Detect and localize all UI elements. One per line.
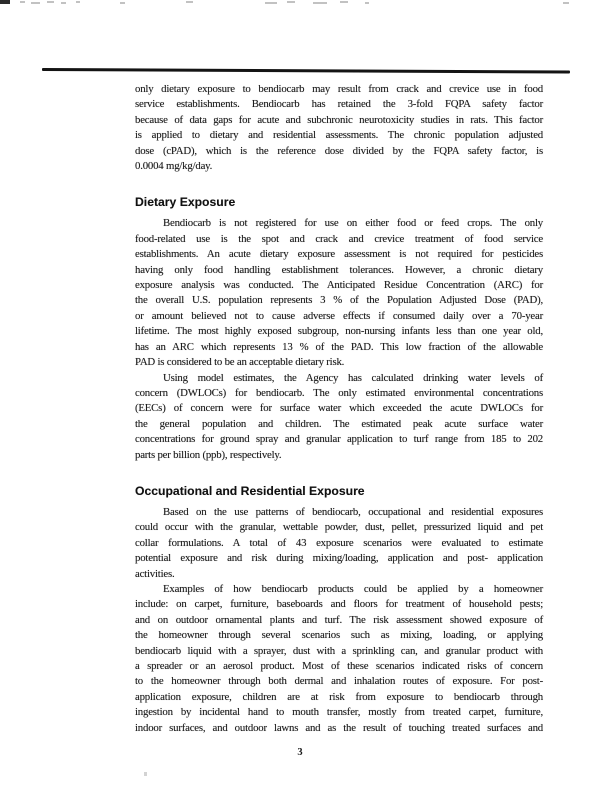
paragraph (135, 505, 543, 582)
scan-artifact (313, 2, 327, 4)
paragraph (135, 582, 543, 736)
scan-artifact (340, 1, 348, 3)
text-line: a spreader or an aerosol product. Most of these scenarios indicated risks of concern (135, 660, 543, 672)
text-line: to the homeowner through both dermal and inhalation routes of exposure. For post- (135, 675, 543, 688)
text-line: because of data gaps for acute and subchronic neurotoxicity studies in rats. This factor (135, 113, 543, 126)
text-line: could occur with the granular, wettable powder, dust, pellet, pressurized liquid and pet (135, 521, 543, 534)
section-heading: Occupational and Residential Exposure (135, 483, 365, 498)
text-line: establishments. An acute dietary exposure assessment is not required for pesticides (135, 248, 543, 261)
text-line: only dietary exposure to bendiocarb may result from crack and crevice use in food (135, 83, 543, 95)
text-line: PAD is considered to be an acceptable dietary risk. (135, 356, 345, 369)
text-line: ingestion by incidental hand to mouth transfer, mostly from treated carpet, furniture, (135, 706, 543, 719)
text-line: indoor surfaces, and outdoor lawns and as the result of touching treated surfaces and (135, 721, 543, 734)
text-line: having only food handling establishment tolerances. However, a chronic dietary (135, 263, 543, 276)
scan-artifact (0, 0, 10, 4)
text-line: application exposure, children are at risk from exposure to bendiocarb through (135, 690, 543, 703)
paragraph (135, 216, 543, 370)
paragraph (135, 371, 543, 463)
text-line: the homeowner through several scenarios such as mixing, loading, or applying (135, 629, 543, 642)
text-line: Using model estimates, the Agency has calculated drinking water levels of (163, 371, 543, 384)
scan-artifact (186, 1, 193, 3)
text-line: 0.0004 mg/kg/day. (135, 160, 213, 173)
scan-artifact (287, 1, 295, 3)
text-line: Based on the use patterns of bendiocarb, occupational and residential exposures (163, 505, 543, 518)
scan-artifact (144, 772, 147, 776)
scan-artifact (20, 1, 25, 3)
text-line: the overall U.S. population represents 3 % of the Population Adjusted Dose (PAD), (135, 294, 543, 307)
text-line: parts per billion (ppb), respectively. (135, 448, 282, 461)
scan-artifact (265, 2, 277, 4)
text-line: exposure analysis was conducted. The Anticipated Residue Concentration (ARC) for (135, 279, 543, 292)
text-line: food-related use is the spot and crack and crevice treatment of food service (135, 232, 543, 245)
text-column (135, 82, 543, 736)
page-number: 3 (297, 747, 303, 758)
scan-artifact (31, 2, 40, 4)
paragraph (135, 82, 543, 174)
text-line: or amount believed not to cause adverse effects if consumed daily over a 70-year (135, 309, 543, 322)
text-line: concentrations for ground spray and granular application to turf range from 185 to 202 (135, 433, 543, 446)
text-line: dose (cPAD), which is the reference dose divided by the FQPA safety factor, is (135, 144, 543, 157)
text-line: the general population and children. The estimated peak acute surface water (135, 417, 543, 430)
scan-artifact (76, 1, 80, 3)
scan-artifact (563, 2, 569, 4)
scan-artifact (120, 2, 125, 4)
text-line: collar formulations. A total of 43 exposure scenarios were evaluated to estimate (135, 536, 543, 549)
scan-artifact (365, 2, 369, 4)
text-line: activities. (135, 567, 175, 580)
scan-artifact (61, 2, 66, 4)
text-line: concern (DWLOCs) for bendiocarb. The only estimated environmental concentrations (135, 386, 543, 399)
scan-artifact (47, 1, 54, 3)
text-line: Examples of how bendiocarb products could be applied by a homeowner (163, 582, 543, 595)
text-line: (EECs) of concern were for surface water which exceeded the acute DWLOCs for (135, 402, 543, 415)
text-line: Bendiocarb is not registered for use on either food or feed crops. The only (163, 217, 543, 230)
text-line: include: on carpet, furniture, baseboards and floors for treatment of household pests; (135, 598, 543, 611)
text-line: lifetime. The most highly exposed subgroup, non-nursing infants less than one year old, (135, 325, 543, 338)
section-heading: Dietary Exposure (135, 195, 236, 210)
text-line: has an ARC which represents 13 % of the PAD. This low fraction of the allowable (135, 340, 543, 353)
text-line: bendiocarb liquid with a sprayer, dust with a sprinkling can, and granular product with (135, 644, 543, 657)
text-line: potential exposure and risk during mixing/loading, application and post- application (135, 552, 543, 565)
header-rule (42, 68, 570, 73)
text-line: and on outdoor ornamental plants and turf. The risk assessment showed exposure of (135, 613, 543, 626)
text-line: is applied to dietary and residential assessments. The chronic population adjusted (135, 129, 543, 142)
text-line: service establishments. Bendiocarb has retained the 3-fold FQPA safety factor (135, 98, 543, 111)
